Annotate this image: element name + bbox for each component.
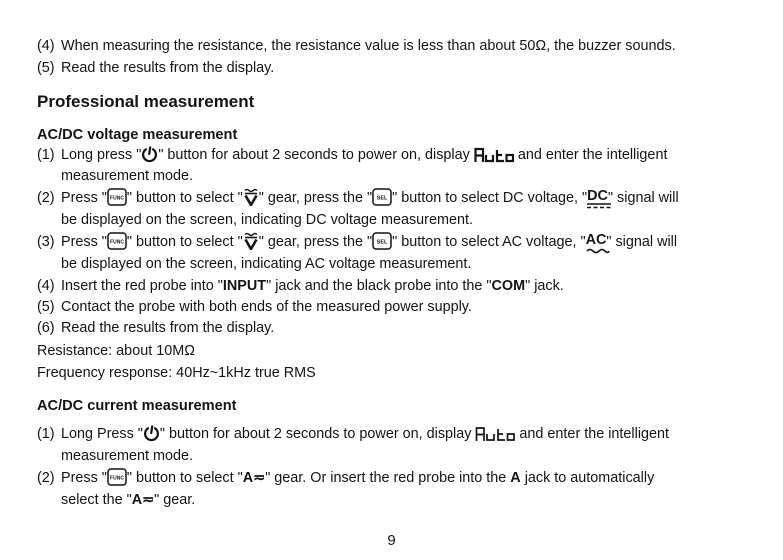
current-step-2-cont <box>61 490 777 510</box>
step-text: " button to select " <box>126 234 243 250</box>
step-text: " button to select " <box>126 470 243 486</box>
step-text: Press " <box>61 234 107 250</box>
step-text: and enter the intelligent <box>519 426 670 442</box>
current-step-2 <box>37 468 777 492</box>
svg-text:SEL: SEL <box>376 239 388 246</box>
step-number: (6) <box>37 320 55 336</box>
step-text: Read the results from the display. <box>61 320 275 336</box>
step-number: (2) <box>37 190 55 206</box>
svg-text:SEL: SEL <box>376 195 388 202</box>
voltage-step-3 <box>37 232 777 256</box>
step-text: When measuring the resistance, the resistance value is less than about 50Ω, the buzzer sounds. <box>61 38 676 54</box>
step-text: Long Press " <box>61 426 143 442</box>
step-number: (5) <box>37 299 55 315</box>
func-button-icon <box>107 188 127 212</box>
voltage-step-6 <box>37 318 777 338</box>
voltage-step-5 <box>37 297 777 317</box>
step-number: (3) <box>37 234 55 250</box>
intro-line-4 <box>37 36 777 56</box>
sel-button-icon <box>372 188 392 212</box>
step-number: (4) <box>37 278 55 294</box>
step-text: " gear. <box>154 492 196 508</box>
voltage-step-1-cont: measurement mode. <box>61 168 193 184</box>
intro-line-5 <box>37 58 777 78</box>
sel-button-icon <box>372 232 392 256</box>
step-text: " gear. Or insert the red probe into the <box>265 470 507 486</box>
step-text: Insert the red probe into " <box>61 278 223 294</box>
step-text: " gear, press the " <box>258 234 373 250</box>
step-text: Press " <box>61 190 107 206</box>
step-number: (1) <box>37 426 55 442</box>
step-text: and enter the intelligent <box>517 147 668 163</box>
step-text: " button for about 2 seconds to power on, display <box>159 426 472 442</box>
ac-dc-current-gear: A≂ <box>131 492 155 508</box>
input-jack-label: INPUT <box>222 278 267 294</box>
func-button-icon <box>107 468 127 492</box>
a-jack-label: A <box>510 470 521 486</box>
resistance-spec: Resistance: about 10MΩ <box>37 343 195 359</box>
step-number: (5) <box>37 60 55 76</box>
voltage-title: AC/DC voltage measurement <box>37 127 238 143</box>
voltage-step-2 <box>37 188 777 212</box>
dc-signal: DC <box>587 188 608 204</box>
com-jack-label: COM <box>491 278 526 294</box>
step-text: " jack and the black probe into the " <box>266 278 492 294</box>
page-number: 9 <box>387 532 396 549</box>
step-text: " button to select DC voltage, " <box>392 190 588 206</box>
step-text: Contact the probe with both ends of the measured power supply. <box>61 299 472 315</box>
svg-text:FUNC: FUNC <box>109 475 124 482</box>
auto-lcd-icon <box>475 426 515 448</box>
step-text: jack to automatically <box>524 470 655 486</box>
step-text: " button to select " <box>126 190 243 206</box>
voltage-step-3-cont: be displayed on the screen, indicating AC voltage measurement. <box>61 256 472 272</box>
voltage-step-2-cont: be displayed on the screen, indicating DC voltage measurement. <box>61 212 473 228</box>
ac-signal: AC <box>586 235 607 249</box>
step-text: " button for about 2 seconds to power on, display <box>158 147 470 163</box>
voltage-step-4 <box>37 276 777 296</box>
power-icon <box>143 425 160 448</box>
step-text: Long press " <box>61 147 142 163</box>
step-number: (2) <box>37 470 55 486</box>
step-number: (1) <box>37 147 55 163</box>
voltage-gear-icon <box>243 188 259 212</box>
step-text: Read the results from the display. <box>61 60 275 76</box>
frequency-spec: Frequency response: 40Hz~1kHz true RMS <box>37 365 316 381</box>
section-title: Professional measurement <box>37 92 255 111</box>
step-text: " gear, press the " <box>258 190 373 206</box>
current-title: AC/DC current measurement <box>37 398 237 414</box>
current-step-1 <box>37 424 777 448</box>
step-text: " button to select AC voltage, " <box>392 234 586 250</box>
svg-text:FUNC: FUNC <box>109 239 124 246</box>
current-step-1-cont: measurement mode. <box>61 448 193 464</box>
ac-dc-current-gear: A≂ <box>242 470 266 486</box>
func-button-icon <box>107 232 127 256</box>
voltage-gear-icon <box>243 232 259 256</box>
step-text: " jack. <box>525 278 564 294</box>
svg-text:FUNC: FUNC <box>109 195 124 202</box>
step-text: " signal will <box>606 234 678 250</box>
step-text: Press " <box>61 470 107 486</box>
step-text: " signal will <box>607 190 679 206</box>
step-number: (4) <box>37 38 55 54</box>
step-text: select the " <box>61 492 132 508</box>
